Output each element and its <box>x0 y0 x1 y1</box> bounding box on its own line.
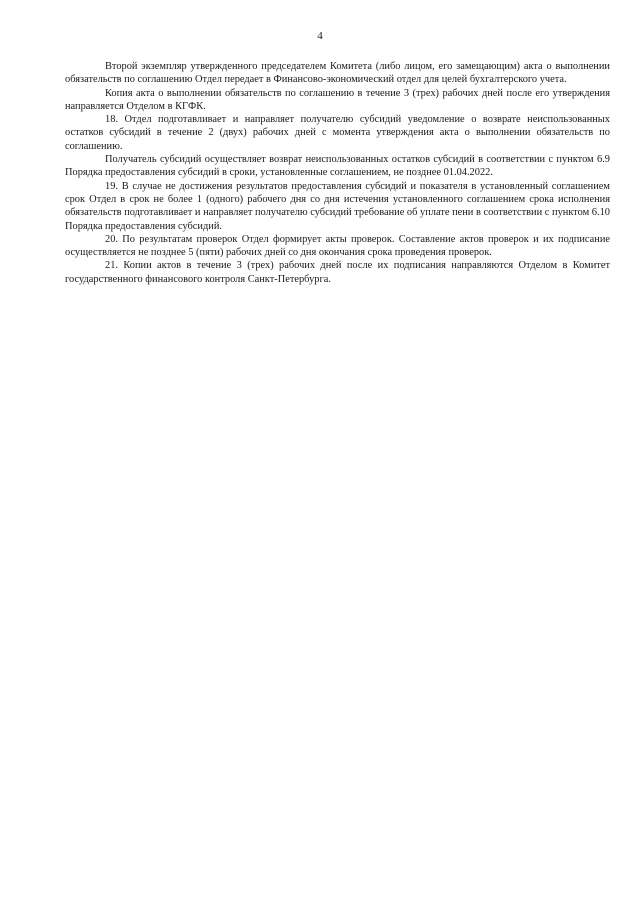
paragraph-18: 18. Отдел подготавливает и направляет получателю субсидий уведомление о возврате неиспользованных остатков субсидий в течение 2 (двух) рабочих дней с момента утверждения акта о выполнении обязательств по соглашению. <box>65 114 610 152</box>
paragraph-2: Копия акта о выполнении обязательств по соглашению в течение 3 (трех) рабочих дней после его утверждения направляется Отделом в КГФК. <box>65 87 610 112</box>
paragraph-21: 21. Копии актов в течение 3 (трех) рабочих дней после их подписания направляются Отделом в Комитет государственного финансового контроля Санкт-Петербурга. <box>65 260 610 285</box>
paragraph-19: 19. В случае не достижения результатов предоставления субсидий и показателя в установленный соглашением срок Отдел в срок не более 1 (одного) рабочего дня со дня истечения установленного соглашением срока исполнения обязательств подготавливает и направляет получателю субсидий требование об уплате пени в соответствии с пунктом 6.10 Порядка предоставления субсидий. <box>65 180 610 232</box>
paragraph-20: 20. По результатам проверок Отдел формирует акты проверок. Составление актов проверок и их подписание осуществляется не позднее 5 (пяти) рабочих дней со дня окончания срока проведения проверок. <box>65 233 610 259</box>
paragraph-18-return: Получатель субсидий осуществляет возврат неиспользованных остатков субсидий в соответствии с пунктом 6.9 Порядка предоставления субсидий в сроки, установленные соглашением, не позднее 01.04.2022. <box>65 154 610 179</box>
paragraph-1: Второй экземпляр утвержденного председателем Комитета (либо лицом, его замещающим) акта о выполнении обязательств по соглашению Отдел передает в Финансово-экономический отдел для целей бухгалтерского учета. <box>65 61 610 86</box>
page-number: 4 <box>317 30 323 42</box>
document-body <box>65 60 610 286</box>
